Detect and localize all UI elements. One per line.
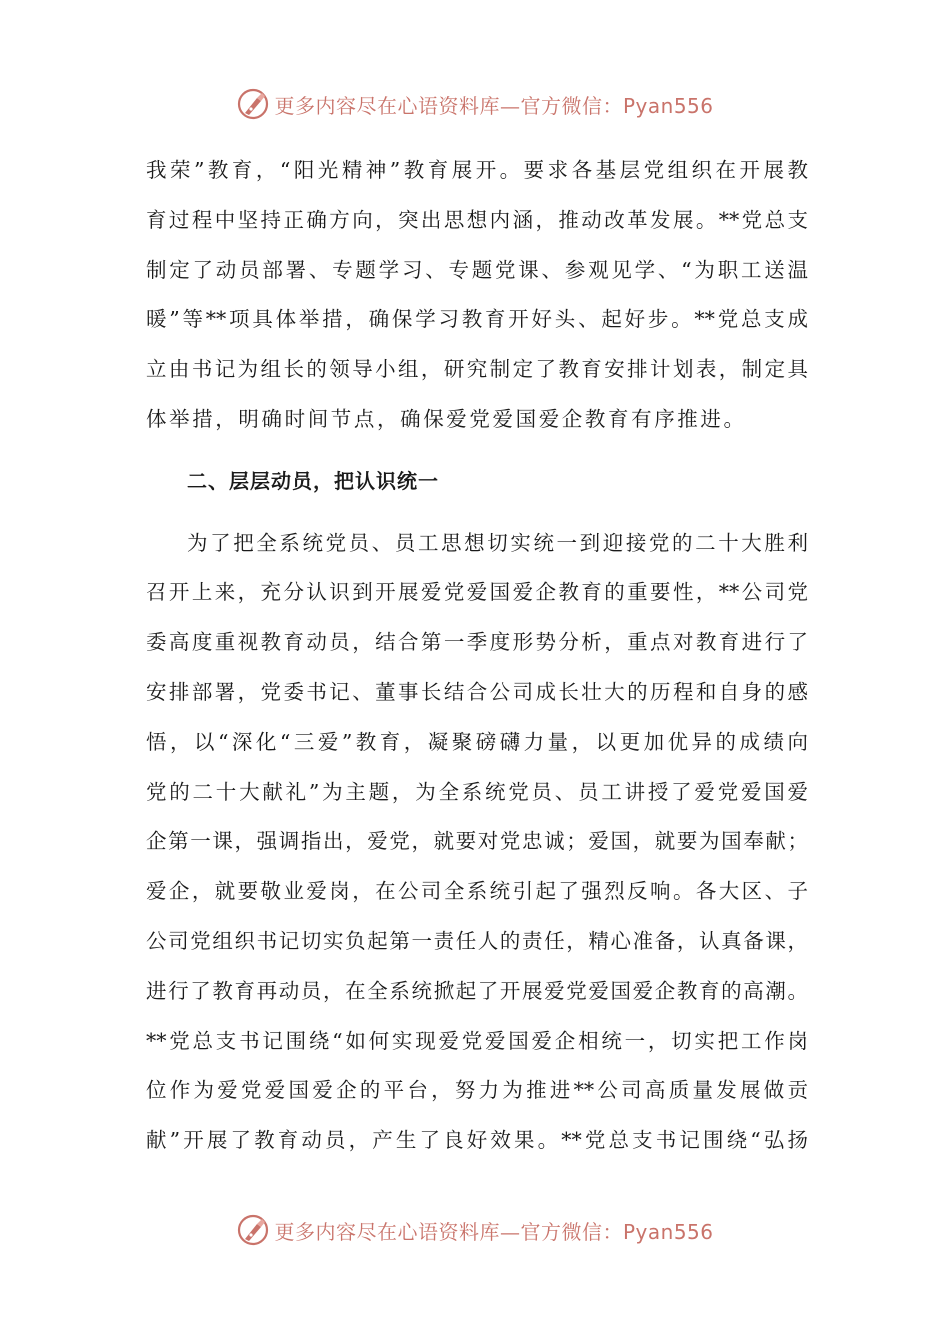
wechat-id: Pyan556 — [622, 93, 714, 118]
text-line: 党的二十大献礼”为主题，为全系统党员、员工讲授了爱党爱国爱 — [146, 779, 808, 804]
header-banner — [0, 84, 950, 124]
text-line: 爱企，就要敬业爱岗，在公司全系统引起了强烈反响。各大区、子 — [146, 879, 808, 904]
text-line: 暖”等**项具体举措，确保学习教育开好头、起好步。**党总支成 — [146, 307, 808, 332]
text-line: 进行了教育再动员，在全系统掀起了开展爱党爱国爱企教育的高潮。 — [146, 978, 808, 1003]
text-line: 我荣”教育，“阳光精神”教育展开。要求各基层党组织在开展教 — [146, 158, 808, 182]
text-line: 位作为爱党爱国爱企的平台，努力为推进**公司高质量发展做贡 — [146, 1078, 808, 1103]
wechat-id: Pyan556 — [622, 1219, 714, 1244]
banner-text: 更多内容尽在心语资料库—官方微信：Pyan556 — [274, 1219, 714, 1244]
paragraph-1 — [146, 146, 808, 445]
text-line: 制定了动员部署、专题学习、专题党课、参观见学、“为职工送温 — [146, 257, 808, 282]
text-line: 体举措，明确时间节点，确保爱党爱国爱企教育有序推进。 — [146, 406, 747, 431]
section-heading: 二、层层动员，把认识统一 — [187, 468, 439, 493]
text-line: 悟，以“深化“三爱”教育，凝聚磅礴力量，以更加优异的成绩向 — [146, 729, 808, 754]
text-line: 安排部署，党委书记、董事长结合公司成长壮大的历程和自身的感 — [146, 679, 808, 704]
text-line: 企第一课，强调指出，爱党，就要对党忠诚；爱国，就要为国奉献； — [146, 829, 808, 854]
text-line: 育过程中坚持正确方向，突出思想内涵，推动改革发展。**党总支 — [146, 207, 808, 232]
text-line: 召开上来，充分认识到开展爱党爱国爱企教育的重要性，**公司党 — [146, 580, 808, 605]
text-line: 献”开展了教育动员，产生了良好效果。**党总支书记围绕“弘扬 — [146, 1128, 808, 1153]
footer-banner — [0, 1210, 950, 1250]
text-line: 立由书记为组长的领导小组，研究制定了教育安排计划表，制定具 — [146, 357, 808, 382]
banner-text: 更多内容尽在心语资料库—官方微信：Pyan556 — [274, 93, 714, 118]
pen-nib-logo-icon — [236, 1213, 270, 1247]
text-line: **党总支书记围绕“如何实现爱党爱国爱企相统一，切实把工作岗 — [146, 1028, 808, 1053]
text-line: 委高度重视教育动员，结合第一季度形势分析，重点对教育进行了 — [146, 630, 808, 655]
text-line: 为了把全系统党员、员工思想切实统一到迎接党的二十大胜利 — [187, 530, 808, 555]
document-body — [146, 146, 808, 1166]
paragraph-2 — [146, 519, 808, 1166]
pen-nib-logo-icon — [236, 87, 270, 121]
text-line: 公司党组织书记切实负起第一责任人的责任，精心准备，认真备课， — [146, 928, 808, 953]
